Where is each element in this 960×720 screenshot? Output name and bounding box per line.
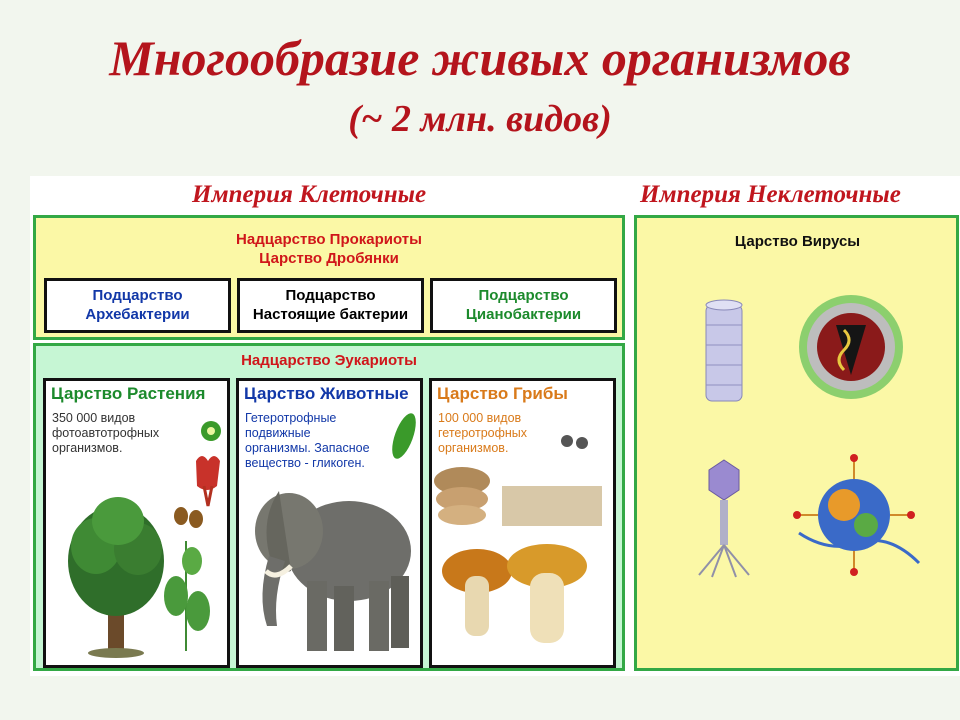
desc-line: фотоавтотрофных <box>52 426 160 440</box>
kingdom-viruses-title: Царство Вирусы <box>734 233 861 250</box>
kingdom-fungi-card <box>429 378 616 668</box>
empire-cellular-label: Империя Клеточные <box>192 181 427 208</box>
subkingdom-label: Подцарство <box>478 287 569 304</box>
kingdom-animals-title: Царство Животные <box>244 384 409 403</box>
subkingdom-label: Подцарство <box>92 287 183 304</box>
desc-line: организмы. Запасное <box>245 441 370 455</box>
kingdom-plants-card <box>43 378 230 668</box>
tobacco-mosaic-virus-icon <box>706 300 742 401</box>
elephant-illustration <box>239 381 420 665</box>
kingdom-drobyanki: Царство Дробянки <box>259 250 399 267</box>
kingdom-animals-card <box>236 378 423 668</box>
superkingdom-eukaryotes: Надцарство Эукариоты <box>241 352 417 369</box>
subkingdom-name: Настоящие бактерии <box>252 306 409 323</box>
kingdom-fungi-title: Царство Грибы <box>437 384 568 403</box>
page-title: Многообразие живых организмов <box>109 30 851 86</box>
desc-line: Гетеротрофные <box>245 411 337 425</box>
desc-line: 350 000 видов <box>52 411 136 425</box>
subkingdom-label: Подцарство <box>285 287 376 304</box>
desc-line: организмов. <box>438 441 509 455</box>
adenovirus-icon <box>793 454 919 576</box>
desc-line: организмов. <box>52 441 123 455</box>
subkingdom-cyanobacteria <box>430 278 617 333</box>
oak-tree-illustration <box>46 381 227 665</box>
empire-noncellular-label: Империя Неклеточные <box>640 181 901 208</box>
subkingdom-name: Цианобактерии <box>465 306 582 323</box>
page-subtitle: (~ 2 млн. видов) <box>348 98 612 140</box>
eukaryotes-box <box>33 343 625 671</box>
subkingdom-name: Архебактерии <box>85 306 190 323</box>
hiv-virion-icon <box>799 295 903 399</box>
viruses-illustration <box>634 215 959 671</box>
bacteriophage-icon <box>699 460 749 577</box>
desc-line: 100 000 видов <box>438 411 522 425</box>
subkingdom-archaebacteria <box>44 278 231 333</box>
prokaryotes-box <box>33 215 625 340</box>
desc-line: вещество - гликоген. <box>245 456 365 470</box>
prokaryotes-heading <box>36 230 622 268</box>
mushrooms-illustration <box>432 381 613 665</box>
superkingdom-prokaryotes: Надцарство Прокариоты <box>236 231 422 248</box>
desc-line: гетеротрофных <box>438 426 528 440</box>
subkingdom-true-bacteria <box>237 278 424 333</box>
kingdom-plants-title: Царство Растения <box>51 384 206 403</box>
desc-line: подвижные <box>245 426 311 440</box>
